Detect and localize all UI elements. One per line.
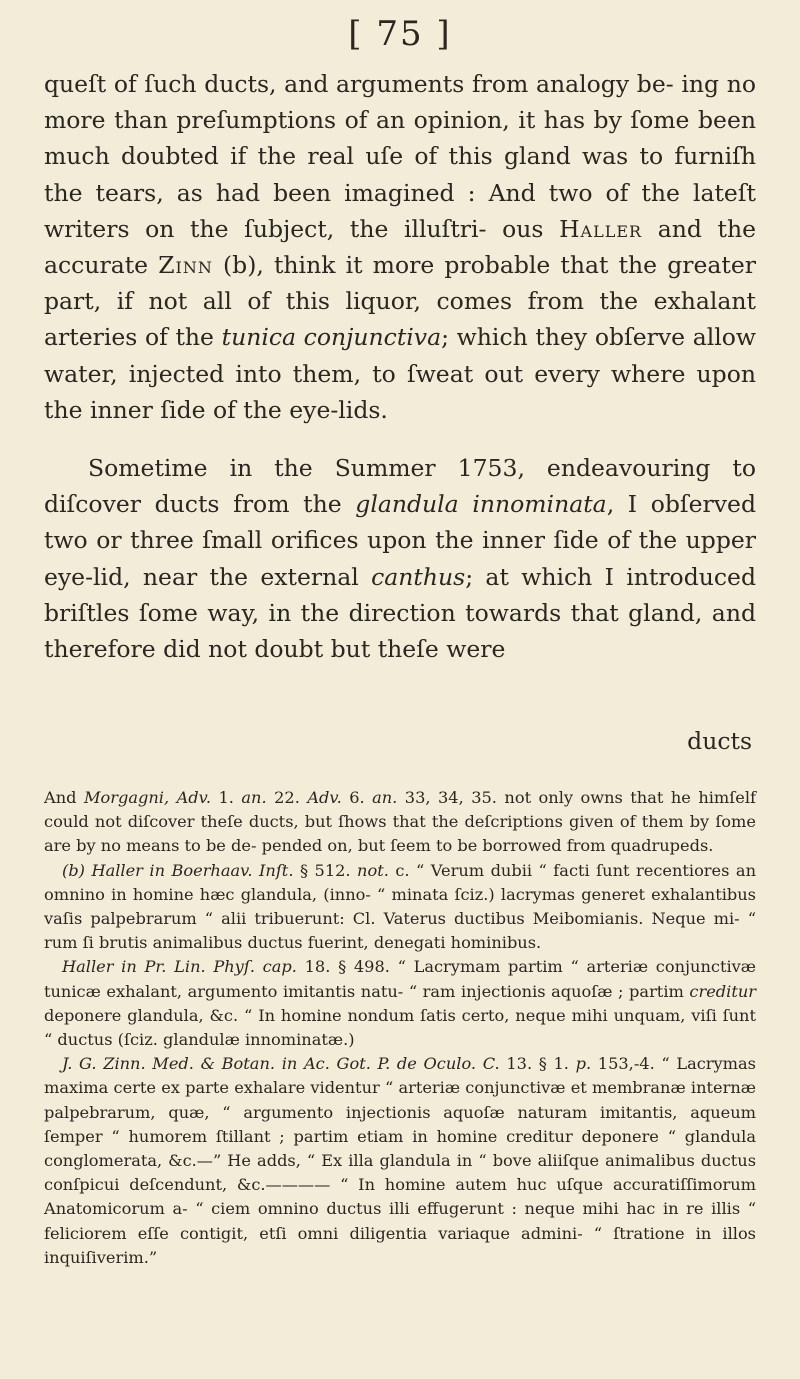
n1-an1: an.: [241, 788, 267, 807]
p1-d: ; which they obſerve allow water, injected into them, to ſweat out every where upon the inner ſide of the eye-lids.: [44, 323, 757, 424]
catchword: ducts: [687, 727, 752, 755]
term-canthus: canthus: [371, 562, 466, 591]
n1-e: 33, 34, 35. not only owns that he himſelf could not diſcover theſe ducts, but ſhows that the deſcriptions given of them by ſome are by no means to be de- pended on, but ſeem to be borrowed from quadrupeds.: [44, 788, 757, 856]
main-text: [44, 66, 756, 667]
paragraph-2: [44, 450, 756, 667]
page-number: [ 75 ]: [348, 14, 452, 54]
n1-an2: an.: [372, 788, 398, 807]
n4-p: p.: [575, 1054, 592, 1074]
footnotes: [44, 786, 756, 1270]
p2-b: , I obſerved two or three ſmall orifices upon the inner ſide of the upper eye-lid, near the external: [44, 490, 756, 591]
note-a: [44, 786, 756, 859]
note-b: [44, 859, 756, 956]
paragraph-1: [44, 66, 756, 428]
note-zinn: [44, 1052, 756, 1270]
name-haller: Haller: [559, 214, 643, 243]
n2-a: § 512.: [293, 860, 358, 880]
n2-label: (b) Haller in Boerhaav. Inſt.: [62, 860, 294, 880]
n1-ref: Morgagni, Adv.: [83, 788, 212, 807]
p1-c: (b), think it more probable that the greater part, if not all of this liquor, comes from the exhalant arteries of the: [44, 251, 756, 352]
name-zinn: Zinn: [158, 251, 213, 280]
n3-b: deponere glandula, &c. “ In homine nondum ſatis certo, neque mihi unquam, viſi ſunt “ ductus (ſciz. glandulæ innominatæ.): [44, 1005, 756, 1050]
n4-a: 13. § 1.: [499, 1054, 576, 1074]
n1-c: 22.: [266, 788, 308, 807]
p2-c: ; at which I introduced briſtles ſome way, in the direction towards that gland, and therefore did not doubt but theſe were: [44, 562, 756, 664]
n4-ref: J. G. Zinn. Med. & Botan. in Ac. Got. P. de Oculo. C.: [62, 1054, 500, 1074]
term-glandula: glandula innominata: [355, 490, 607, 519]
n3-creditur: creditur: [689, 981, 756, 1001]
p1-b: and the accurate: [44, 214, 756, 280]
n3-a: 18. § 498. “ Lacrymam partim “ arteriæ conjunctivæ tunicæ exhalant, argumento imitantis natu- “ ram injectionis aquoſæ ; partim: [44, 957, 757, 1001]
n1-a: And: [44, 788, 84, 807]
p2-a: Sometime in the Summer 1753, endeavouring to diſcover ducts from the: [44, 454, 756, 519]
p1-a: queſt of ſuch ducts, and arguments from analogy be- ing no more than preſumptions of an opinion, it has by ſome been much doubted if the real uſe of this gland was to furniſh the tears, as had been imagined : And two of the lateſt writers on the ſubject, the illuſtri- ous: [44, 70, 756, 243]
n4-b: 153,-4. “ Lacrymas maxima certe ex parte exhalare videntur “ arteriæ conjunctivæ et membranæ internæ palpebrarum, quæ, “ argumento injectionis aquoſæ naturam imitantis, aqueum ſemper “ humorem ſtillant ; partim etiam in homine creditur deponere “ glandula conglomerata, &c.—” He adds, “ Ex illa glandula in “ bove aliiſque animalibus ductus conſpicui deſcendunt, &c.———— “ In homine autem huc uſque accuratiſſimorum Anatomicorum a- “ ciem omnino ductus illi effugerunt : neque mihi hac in re illis “ feliciorem eſſe contigit, etſi omni diligentia variaque admini- “ ſtratione in illos inquiſiverim.”: [44, 1054, 756, 1267]
n1-b: 1.: [211, 788, 242, 807]
n3-ref: Haller in Pr. Lin. Phyſ. cap.: [62, 957, 297, 977]
note-haller-lin: [44, 955, 756, 1052]
term-tunica: tunica conjunctiva: [221, 323, 442, 352]
n1-d: 6.: [341, 788, 373, 807]
n2-b: c. “ Verum dubii “ facti ſunt recentiores an omnino in homine hæc glandula, (inno- “ minata ſciz.) lacrymas generet exhalantibus vaſis palpebrarum “ alii tribuerunt: Cl. Vaterus ductibus Meibomianis. Neque mi- “ rum ſi brutis animalibus ductus fuerint, denegati hominibus.: [44, 860, 756, 953]
n2-not: not.: [357, 860, 389, 880]
n1-adv2: Adv.: [307, 788, 342, 807]
